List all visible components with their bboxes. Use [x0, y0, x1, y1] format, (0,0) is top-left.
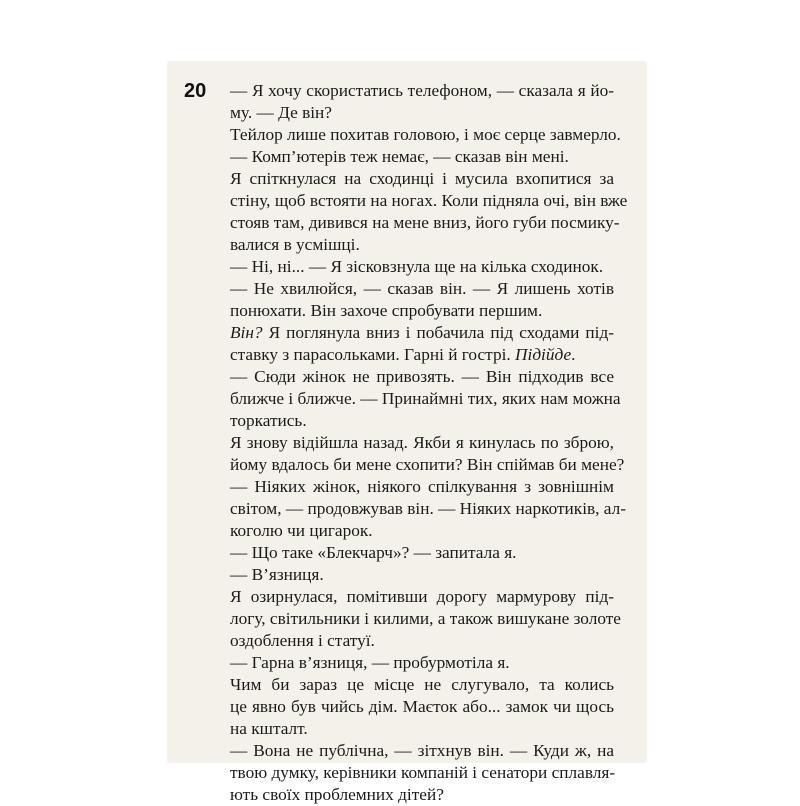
paragraph [230, 652, 614, 674]
text-line: коголю чи цигарок. [230, 521, 373, 540]
text-line: — Комп’ютерів теж немає, — сказав він мені. [230, 147, 569, 166]
page-number: 20 [184, 80, 207, 102]
text-line: — Я хочу скористатись телефоном, — сказала я йо- [230, 81, 614, 100]
italic-text: Він? [230, 323, 263, 342]
paragraph [230, 740, 614, 806]
text-line: понюхати. Він захоче спробувати першим. [230, 301, 543, 320]
italic-text: Підійде [515, 345, 572, 364]
paragraph [230, 168, 628, 256]
paragraph [230, 476, 627, 542]
text-line: це явно був чийсь дім. Маєток або... замок чи щось [230, 697, 614, 716]
text-line: — В’язниця. [230, 565, 324, 584]
text-segment: ставку з парасольками. Гарні й гострі. [230, 345, 516, 364]
text-line [230, 322, 614, 344]
text-line: — Ні, ні... — Я зісковзнула ще на кілька сходинок. [230, 257, 604, 276]
text-line: Тейлор лише похитав головою, і моє серце завмерло. [230, 125, 621, 144]
text-line: оздоблення і статуї. [230, 631, 375, 650]
text-line: — Гарна в’язниця, — пробурмотіла я. [230, 653, 510, 672]
text-line: — Не хвилюйся, — сказав він. — Я лишень хотів [230, 279, 614, 298]
text-line: му. — Де він? [230, 103, 332, 122]
paragraph [230, 542, 614, 564]
text-line: — Вона не публічна, — зітхнув він. — Куди ж, на [230, 741, 614, 760]
paragraph [230, 432, 625, 476]
paragraph [230, 586, 621, 652]
text-line: Я знову відійшла назад. Якби я кинулась по зброю, [230, 433, 614, 452]
text-line: — Сюди жінок не привозять. — Він підходив все [230, 367, 614, 386]
text-line: ближче і ближче. — Принаймні тих, яких нам можна [230, 389, 621, 408]
text-line: логу, світильники і килими, а також вишукане золоте [230, 609, 621, 628]
text-line: стіну, щоб встояти на ногах. Коли підняла очі, він вже [230, 191, 628, 210]
text-line: на кшталт. [230, 719, 308, 738]
text-line: Чим би зараз це місце не слугувало, та колись [230, 675, 614, 694]
text-line: — Ніяких жінок, ніякого спілкування з зовнішнім [230, 477, 614, 496]
paragraph [230, 366, 621, 432]
paragraph [230, 146, 614, 168]
paragraph [230, 124, 621, 146]
text-line: Я спіткнулася на сходинці і мусила вхопитися за [230, 169, 614, 188]
text-line [230, 344, 614, 366]
paragraph [230, 256, 614, 278]
body-text [230, 80, 628, 806]
text-segment: . [571, 345, 576, 364]
text-line: стояв там, дивився на мене вниз, його губи посмику- [230, 213, 620, 232]
text-line: ють своїх проблемних дітей? [230, 785, 444, 804]
text-line: торкатись. [230, 411, 307, 430]
text-line: йому вдалось би мене схопити? Він спіймав би мене? [230, 455, 625, 474]
text-line: твою думку, керівники компаній і сенатори сплавля- [230, 763, 616, 782]
text-segment: Я поглянула вниз і побачила під сходами під- [262, 323, 614, 342]
paragraph [230, 674, 614, 740]
text-line: Я озирнулася, помітивши дорогу мармурову під- [230, 587, 614, 606]
paragraph [230, 80, 614, 124]
paragraph [230, 564, 614, 586]
paragraph [230, 322, 614, 366]
text-line: — Що таке «Блекчарч»? — запитала я. [230, 543, 517, 562]
text-line: валися в усмішці. [230, 235, 360, 254]
paragraph [230, 278, 614, 322]
text-line: світом, — продовжував він. — Ніяких наркотиків, ал- [230, 499, 627, 518]
